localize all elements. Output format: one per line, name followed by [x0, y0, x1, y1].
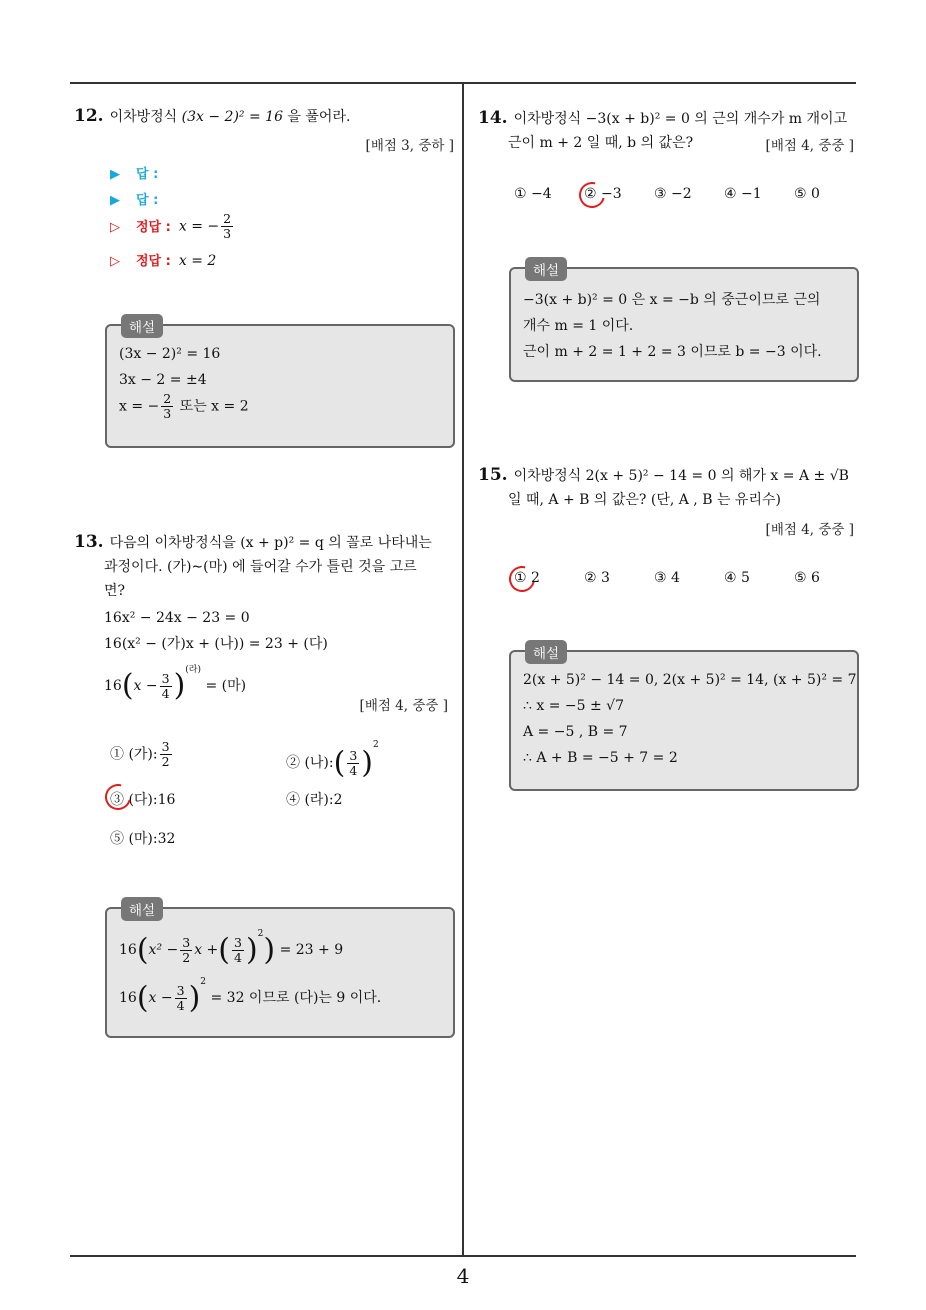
- question-number: 14.: [478, 108, 508, 128]
- option-1[interactable]: ① (가): $\frac{3}{2}$: [110, 739, 170, 769]
- selected-answer-mark: [100, 779, 136, 815]
- score-label: [배점 4, 중중 ]: [765, 522, 854, 538]
- footer-rule: [70, 1255, 856, 1257]
- option-5[interactable]: ⑤ (마):32: [110, 831, 176, 847]
- solution-tag: 해설: [121, 314, 163, 338]
- solution-tag: 해설: [525, 257, 567, 281]
- answer-line-1: ▶ 답 :: [110, 167, 159, 182]
- question-number: 13.: [74, 532, 104, 552]
- question-15: 15. 이차방정식 2(x + 5)² − 14 = 0 의 해가 x = A ± √B 일 때, A + B 의 값은? (단, A , B 는 유리수): [478, 465, 849, 508]
- option-3[interactable]: ③ 4: [654, 570, 680, 586]
- triangle-outline-icon: ▷: [110, 254, 120, 269]
- column-divider: [462, 82, 464, 1256]
- solution-box: 해설 2(x + 5)² − 14 = 0, 2(x + 5)² = 14, (x + 5)² = 7 ∴ x = −5 ± √7 A = −5 , B = 7 ∴ A + B = −5 + 7 = 2: [509, 650, 859, 791]
- triangle-outline-icon: ▷: [110, 219, 120, 235]
- question-number: 15.: [478, 465, 508, 485]
- play-icon: ▶: [110, 167, 120, 182]
- process-eq-3: 16(x − $\frac{3}{4}$ )$^{(라)}$ = (마): [104, 665, 247, 703]
- correct-answer-1: ▷ 정답 : x = − $\frac{2}{3}$: [110, 211, 232, 241]
- option-3[interactable]: ③ (다):16: [110, 792, 176, 808]
- score-label: [배점 4, 중중 ]: [765, 138, 854, 154]
- solution-box: 해설 −3(x + b)² = 0 은 x = −b 의 중근이므로 근의 개수 m = 1 이다. 근이 m + 2 = 1 + 2 = 3 이므로 b = −3 이다.: [509, 267, 859, 382]
- process-eq-1: 16x² − 24x − 23 = 0: [104, 610, 250, 626]
- option-1[interactable]: ① 2: [514, 570, 540, 586]
- question-14: 14. 이차방정식 −3(x + b)² = 0 의 근의 개수가 m 개이고 근이 m + 2 일 때, b 의 값은?: [478, 108, 848, 151]
- score-label: [배점 3, 중하 ]: [365, 138, 454, 154]
- play-icon: ▶: [110, 193, 120, 208]
- question-number: 12.: [74, 106, 104, 126]
- correct-answer-2: ▷ 정답 : x = 2: [110, 253, 217, 269]
- option-4[interactable]: ④ −1: [724, 186, 762, 202]
- page-number: 4: [456, 1264, 470, 1288]
- score-label: [배점 4, 중중 ]: [359, 698, 448, 714]
- option-1[interactable]: ① −4: [514, 186, 552, 202]
- process-eq-2: 16(x² − (가)x + (나)) = 23 + (다): [104, 636, 328, 652]
- selected-answer-mark: [504, 561, 540, 597]
- question-13: 13. 다음의 이차방정식을 (x + p)² = q 의 꼴로 나타내는 과정이다. (가)∼(마) 에 들어갈 수가 틀린 것을 고르 면?: [74, 532, 432, 599]
- option-5[interactable]: ⑤ 6: [794, 570, 820, 586]
- solution-tag: 해설: [121, 897, 163, 921]
- answer-line-2: ▶ 답 :: [110, 193, 159, 208]
- solution-box: 해설 16(x² − $\frac{3}{2}$ x +( $\frac{3}{4}$ )$^2$) = 23 + 9 16(x − $\frac{3}{4}$ )$^2$ = 32 이므로 (다)는 9 이다.: [105, 907, 455, 1038]
- question-12: 12. 이차방정식 (3x − 2)² = 16 을 풀어라.: [74, 106, 351, 126]
- option-2[interactable]: ② (나):( $\frac{3}{4}$ )$^2$: [286, 740, 379, 781]
- option-2[interactable]: ② −3: [584, 186, 622, 202]
- option-5[interactable]: ⑤ 0: [794, 186, 820, 202]
- solution-box: 해설 (3x − 2)² = 16 3x − 2 = ±4 x = − $\frac{2}{3}$ 또는 x = 2: [105, 324, 455, 448]
- option-2[interactable]: ② 3: [584, 570, 610, 586]
- selected-answer-mark: [574, 177, 610, 213]
- option-4[interactable]: ④ (라):2: [286, 792, 343, 808]
- option-4[interactable]: ④ 5: [724, 570, 750, 586]
- solution-tag: 해설: [525, 640, 567, 664]
- option-3[interactable]: ③ −2: [654, 186, 692, 202]
